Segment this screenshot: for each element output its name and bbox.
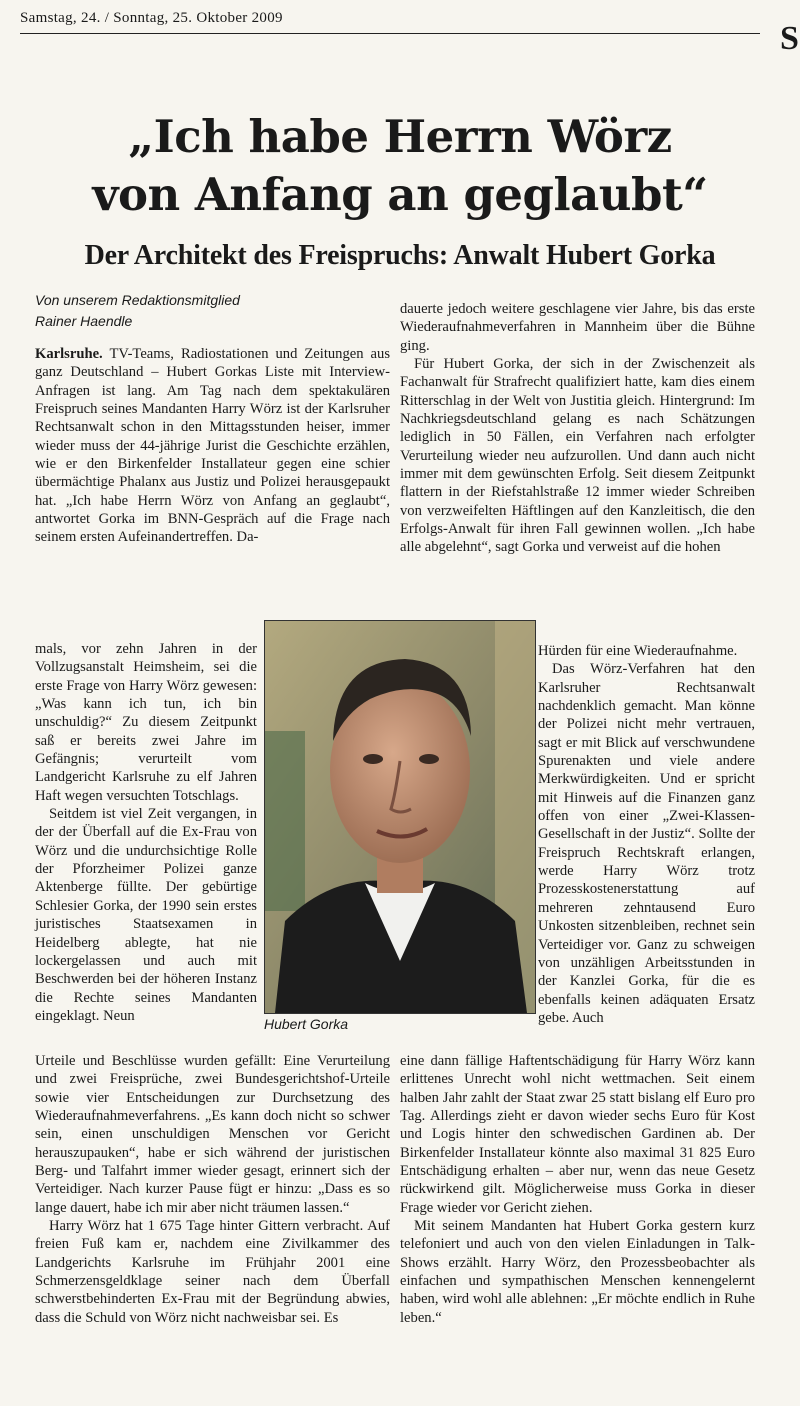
photo-caption: Hubert Gorka	[264, 1016, 349, 1032]
byline-author: Rainer Haendle	[35, 313, 133, 329]
article-column-left-top	[35, 345, 390, 547]
article-dateline: Karlsruhe.	[35, 346, 103, 362]
paragraph-5-continued: Hürden für eine Wiederaufnahme.	[538, 643, 738, 659]
portrait-illustration	[265, 621, 535, 1013]
paragraph-2-start: Seitdem ist viel Zeit vergangen, in der der Überfall auf die Ex-Frau von Wörz und die undurchsichtige Rolle der Pforzheimer Polizei ganze Aktenberge füllte. Der gebürtige Schlesier Gorka, der 1990 sein erstes juristisches Staatsexamen in Heidelberg ablegte, hat nie lockergelassen und auch mit Beschwerden bei der höheren Instanz die Rechte seines Mandanten eingeklagt. Neun	[35, 806, 257, 1024]
dateline: Samstag, 24. / Sonntag, 25. Oktober 2009	[20, 10, 760, 34]
paragraph-5-start: Für Hubert Gorka, der sich in der Zwischenzeit als Fachanwalt für Strafrecht qualifiziert hatte, kam dies einem Ritterschlag in der Welt von Justitia gleich. Hintergrund: Im Nachkriegsdeutschland gelang es nach Schätzungen lediglich in 50 Fällen, ein Verfahren nach erfolgter Verurteilung wieder neu aufzurollen. Und dann auch nicht immer mit dem gewünschten Erfolg. Seit diesem Zeitpunkt flattern in der Riefstahlstraße 12 immer wieder Schreiben von verzweifelten Häftlingen auf den Kanzleitisch, die den Erfolgs-Anwalt für ihren Fall gewinnen wollen. „Ich habe alle abgelehnt“, sagt Gorka und verweist auf die hohen	[400, 356, 755, 556]
article-column-left-bottom	[35, 1052, 390, 1327]
headline-line-2: von Anfang an geglaubt“	[92, 168, 708, 221]
paragraph-4: dauerte jedoch weitere geschlagene vier Jahre, bis das erste Wiederaufnahmeverfahren in Mannheim über die Bühne ging.	[400, 301, 755, 354]
paragraph-1-text: TV-Teams, Radiostationen und Zeitungen aus ganz Deutschland – Hubert Gorkas Liste mit Interview-Anfragen ist lang. Am Tag nach dem spektakulären Freispruch seines Mandanten Harry Wörz ist der Karlsruher Rechtsanwalt schon in den Mittagsstunden heiser, immer wieder muss der 44-jährige Jurist die Geschichte erzählen, wie er den Birkenfelder Installateur gegen eine schier übermächtige Phalanx aus Justiz und Polizei herausgepaukt hat. „Ich habe Herrn Wörz von Anfang an geglaubt“, antwortet Gorka im BNN-Gespräch auf die Frage nach seinem ersten Aufeinandertreffen. Da-	[35, 346, 391, 546]
article-column-left-narrow	[35, 640, 257, 1025]
paragraph-1-start	[35, 345, 390, 547]
article-column-right-narrow	[538, 642, 755, 1027]
article-column-right-bottom	[400, 1052, 755, 1327]
paragraph-6-continued: eine dann fällige Haftentschädigung für Harry Wörz kann erlittenes Unrecht wohl nicht wettmachen. Seit einem halben Jahr zahlt der Staat zwar 25 statt bislang elf Euro pro Tag. Allerdings zieht er davon wieder sechs Euro für Kost und Logis hinter den schwedischen Gardinen ab. Der Birkenfelder Installateur könnte also maximal 31 825 Euro Entschädigung erhalten – aber nur, wenn das neue Gesetz rückwirkend gilt. Möglicherweise muss Gorka in dieser Frage wieder vor Gericht ziehen.	[400, 1053, 755, 1216]
portrait-photo	[264, 620, 536, 1014]
paragraph-7: Mit seinem Mandanten hat Hubert Gorka gestern kurz telefoniert und auch von den vielen Einladungen in Talk-Shows erzählt. Harry Wörz, den Prozessbeobachter als einfachen und sympathischen Menschen kennengelernt haben, wird wohl alle ablehnen: „Er möchte endlich in Ruhe leben.“	[400, 1218, 755, 1326]
headline-line-1: „Ich habe Herrn Wörz	[128, 110, 672, 163]
subheadline: Der Architekt des Freispruchs: Anwalt Hubert Gorka	[84, 240, 716, 271]
paragraph-1-continued: mals, vor zehn Jahren in der Vollzugsanstalt Heimsheim, sei die erste Frage von Harry Wörz gewesen: „Was kann ich tun, ich bin unschuldig?“ Zu diesem Zeitpunkt saß er bereits zwei Jahre im Gefängnis; verurteilt vom Landgericht Karlsruhe zu elf Jahren Haft wegen versuchten Totschlags.	[35, 641, 257, 804]
paragraph-2-continued: Urteile und Beschlüsse wurden gefällt: Eine Verurteilung und zwei Freisprüche, zwei Bundesgerichtshof-Urteile sowie vier Entscheidungen zur Durchsetzung des Wiederaufnahmeverfahrens. „Es kann doch nicht so schwer sein, einen unschuldigen Menschen vor Gericht herauszupauken“, habe er sich während der juristischen Berg- und Talfahrt immer wieder gesagt, erinnert sich der Verteidiger. Nach kurzer Pause fügt er hinzu: „Dass es so lange dauert, habe ich mir aber nicht träumen lassen.“	[35, 1053, 390, 1216]
article-column-right-top	[400, 300, 755, 557]
paragraph-3: Harry Wörz hat 1 675 Tage hinter Gittern verbracht. Auf freien Fuß kam er, nachdem eine Zivilkammer des Landgerichts Karlsruhe im Frühjahr 2001 eine Schmerzensgeldklage seiner nach dem Überfall schwerstbehinderten Ex-Frau mit der Begründung abwies, dass die Schuld von Wörz nicht nachweisbar sei. Es	[35, 1218, 390, 1326]
byline	[35, 290, 385, 332]
paragraph-6-start: Das Wörz-Verfahren hat den Karlsruher Rechtsanwalt nachdenklich gemacht. Man könne der Polizei nicht mehr vertrauen, sagt er mit Blick auf verschwundene Spurenakten und viele andere Merkwürdigkeiten. Und er spricht mit Hinweis auf die Finanzen ganz offen von einer „Zwei-Klassen-Gesellschaft in der Justiz“. Sollte der Freispruch Rechtskraft erlangen, werde Harry Wörz trotz Prozesskostenerstattung auf mehreren zehntausend Euro Unkosten sitzenbleiben, rechnet sein Verteidiger vor. Ganz zu schweigen von unzähligen Arbeitsstunden in der Kanzlei Gorka, für die es ebenfalls keinen adäquaten Ersatz gebe. Auch	[538, 661, 755, 1026]
page-edge-letter: S	[780, 20, 799, 57]
byline-line-1: Von unserem Redaktionsmitglied	[35, 292, 240, 308]
headline	[30, 108, 770, 224]
